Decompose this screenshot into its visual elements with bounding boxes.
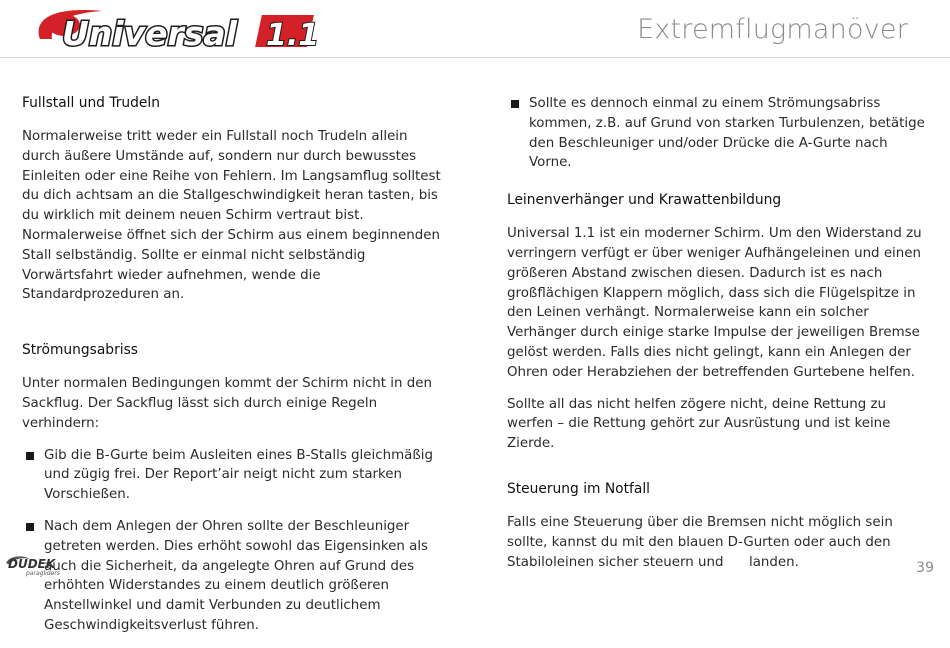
list-item [507,94,925,173]
right-column [507,94,925,584]
stroemungsabriss-paragraph: Unter normalen Bedingungen kommt der Schirm nicht in den Sackflug. Der Sackflug lässt sich durch einige Regeln verhindern: [22,376,432,431]
left-column [22,94,447,648]
steuerung-heading: Steuerung im Notfall [507,480,651,497]
list-item [22,446,447,505]
logo-text: Universal [62,14,237,53]
universal-logo [32,5,322,55]
header-divider [0,57,950,58]
stroemungsabriss-heading: Strömungsabriss [22,342,138,359]
steuerung-paragraph: Falls eine Steuerung über die Bremsen nicht möglich sein sollte, kannst du mit den blauen D-Gurten oder auch den Stabiloleinen sicher steuern und landen. [507,514,898,570]
leinenverhaenger-heading: Leinenverhänger und Krawattenbildung [507,192,782,209]
logo-version: 1.1 [266,18,320,53]
rettung-paragraph: Sollte all das nicht helfen zögere nicht, deine Rettung zu werfen – die Rettung gehört zur Ausrüstung und ist keine Zierde. [507,396,891,452]
fullstall-paragraph: Normalerweise tritt weder ein Fullstall noch Trudeln allein durch äußere Umstände auf, sondern nur durch bewusstes Einleiten oder eine Reihe von Fehlern. Im Langsamflug solltest du dich achtsam an die Stallgeschwindigkeit heran tasten, bis du wirklich mit deinem neuen Schirm vertraut bist. Normalerweise öffnet sich der Schirm aus einem beginnenden Stall selbständig. Sollte er einmal nicht selbständig Vorwärtsfahrt wieder aufnehmen, wende die Standardprozeduren an. [22,129,441,303]
bullet-square-icon [26,523,34,531]
dudek-logo [4,553,74,577]
bullet-text: Nach dem Anlegen der Ohren sollte der Beschleuniger getreten werden. Dies erhöht sowohl das Eigensinken als auch die Sicherheit, da angelegte Ohren auf Grund des erhöhten Widerstandes zu einem deutlich größeren Anstellwinkel und damit Verbunden zu deutlichem Geschwindigkeitsverlust führen. [44,518,429,633]
bullet-square-icon [511,100,519,108]
list-item [22,517,447,636]
page-title: Extremflugmanöver [637,14,908,45]
bullet-text: Gib die B-Gurte beim Ausleiten eines B-Stalls gleichmäßig und zügig frei. Der Report’air neigt nicht zum starken Vorschießen. [44,447,433,503]
dudek-subbrand: paragliders [26,570,60,577]
bullet-square-icon [26,452,34,460]
dudek-brand: DUDEK [8,557,56,571]
fullstall-heading: Fullstall und Trudeln [22,95,160,111]
leinenverhaenger-paragraph: Universal 1.1 ist ein moderner Schirm. Um den Widerstand zu verringern verfügt er über weniger Aufhängeleinen und einen größeren Abstand zwischen diesen. Dadurch ist es nach großflächigen Klappern möglich, dass sich die Flügelspitze in den Leinen verhängt. Normalerweise kann ein solcher Verhänger durch einige starke Impulse der jeweiligen Bremse gelöst werden. Falls dies nicht gelingt, kann ein Anlegen der Ohren oder Herabziehen der betreffenden Gurtebene helfen. [507,226,922,380]
bullet-text: Sollte es dennoch einmal zu einem Strömungsabriss kommen, z.B. auf Grund von starken Turbulenzen, betätige den Beschleuniger und/oder Drücke die A-Gurte nach Vorne. [529,96,925,171]
page-number: 39 [916,560,934,576]
